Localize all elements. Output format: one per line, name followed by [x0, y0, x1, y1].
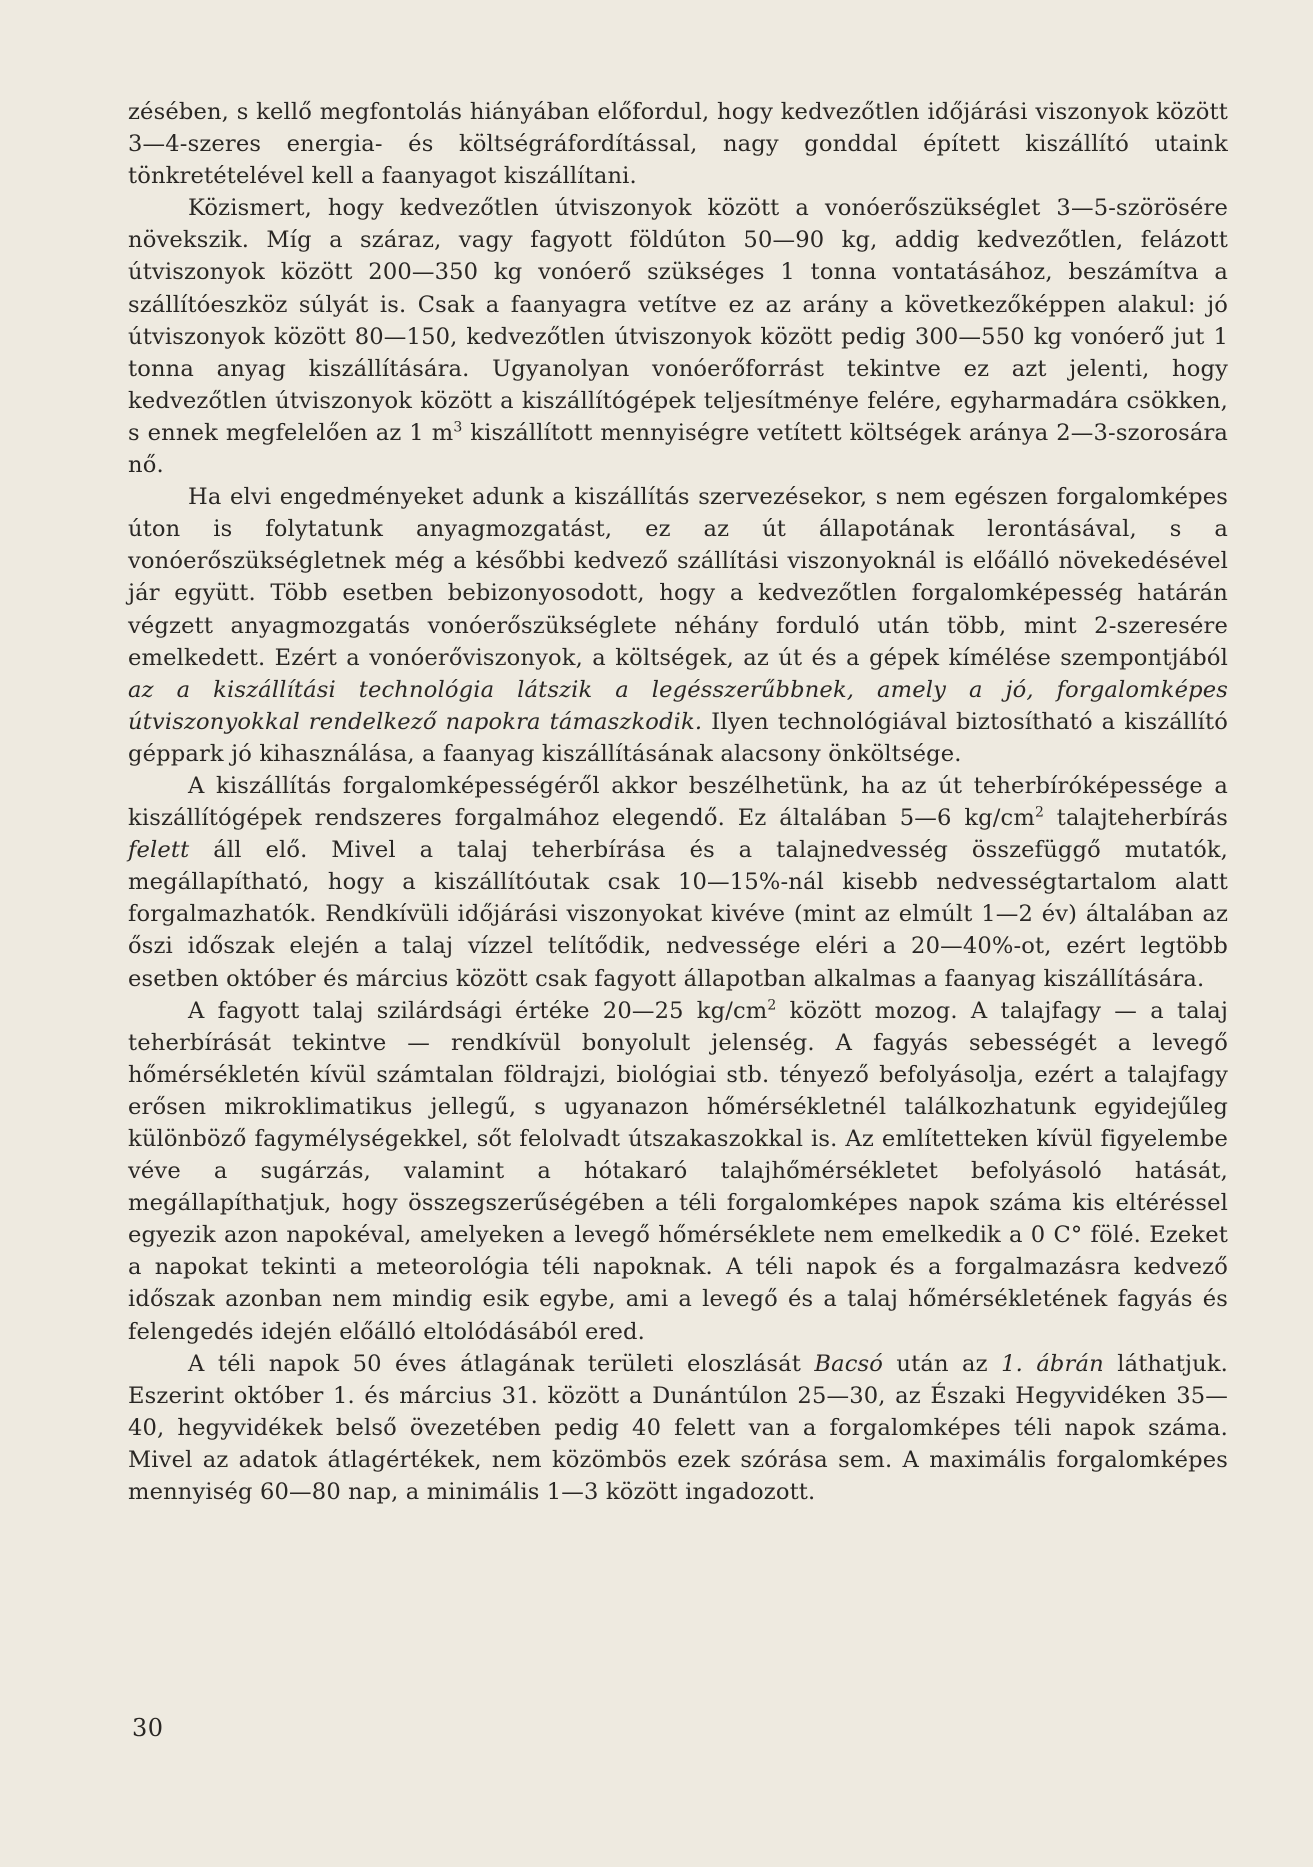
text-run: áll elő. Mivel a talaj teherbírása és a talajnedvesség összefüggő mutatók, megállapítható, hogy a kiszállítóutak csak 10—15%-nál kisebb nedvességtartalom alatt forgalmazhatók. Rendkívüli időjárási viszonyokat kivéve (mint az elmúlt 1—2 év) általában az őszi időszak elején a talaj vízzel telítődik, nedvessége eléri a 20—40%-ot, ezért legtöbb esetben október és március között csak fagyott állapotban alkalmas a faanyag kiszállítására.	[128, 837, 1228, 992]
text-run: A kiszállítás forgalomképességéről akkor beszélhetünk, ha az út teherbíróképessége a kiszállítógépek rendszeres forgalmához elegendő. Ez általában 5—6 kg/cm	[128, 772, 1228, 832]
italic-text: Bacsó	[814, 1350, 884, 1377]
page-number: 30	[132, 1714, 164, 1742]
superscript: 2	[767, 997, 777, 1014]
body-text	[128, 96, 1228, 1508]
text-run: A téli napok 50 éves átlagának területi eloszlását	[188, 1350, 815, 1377]
text-run: után az	[883, 1350, 1002, 1377]
text-run: láthatjuk. Eszerint október 1. és március 31. között a Dunántúlon 25—30, az Északi Hegyvidéken 35—40, hegyvidékek belső övezetében pedig 40 felett van a forgalomképes téli napok száma. Mivel az adatok átlagértékek, nem közömbös ezek szórása sem. A maximális forgalomképes mennyiség 60—80 nap, a minimális 1—3 között ingadozott.	[128, 1350, 1229, 1506]
text-run: zésében, s kellő megfontolás hiányában előfordul, hogy kedvezőtlen időjárási viszonyok között 3—4-szeres energia- és költségráfordítással, nagy gonddal épített kiszállító utaink tönkretételével kell a faanyagot kiszállítani.	[128, 99, 1228, 190]
italic-text: az a kiszállítási technológia látszik a legésszerűbbnek, amely a jó, forgalomképes útviszonyokkal rendelkező napokra támaszkodik.	[128, 676, 1228, 735]
paragraph	[128, 96, 1228, 192]
text-run: Ha elvi engedményeket adunk a kiszállítás szervezésekor, s nem egészen forgalomképes úton is folytatunk anyagmozgatást, ez az út állapotának lerontásával, s a vonóerőszükségletnek még a későbbi kedvező szállítási viszonyoknál is előálló növekedésével jár együtt. Több esetben bebizonyosodott, hogy a kedvezőtlen forgalomképesség határán végzett anyagmozgatás vonóerőszükséglete néhány forduló után több, mint 2-szeresére emelkedett. Ezért a vonóerőviszonyok, a költségek, az út és a gépek kímélése szempontjából	[128, 484, 1228, 671]
italic-text: felett	[128, 837, 190, 864]
text-run: kiszállított mennyiségre vetített költségek aránya 2—3-szorosára nő.	[128, 419, 1229, 479]
text-run: Közismert, hogy kedvezőtlen útviszonyok között a vonóerőszükséglet 3—5-szörösére növekszik. Míg a száraz, vagy fagyott földúton 50—90 kg, addig kedvezőtlen, felázott útviszonyok között 200—350 kg vonóerő szükséges 1 tonna vontatásához, beszámítva a szállítóeszköz súlyát is. Csak a faanyagra vetítve ez az arány a következőképpen alakul: jó útviszonyok között 80—150, kedvezőtlen útviszonyok között pedig 300—550 kg vonóerő jut 1 tonna anyag kiszállítására. Ugyanolyan vonóerőforrást tekintve ez azt jelenti, hogy kedvezőtlen útviszonyok között a kiszállítógépek teljesítménye felére, egyharmadára csökken, s ennek megfelelően az 1 m	[128, 195, 1228, 446]
italic-text: 1. ábrán	[1001, 1350, 1104, 1377]
paragraph	[128, 1348, 1228, 1508]
paragraph	[128, 770, 1228, 995]
text-run: talajteherbírás	[1044, 805, 1229, 832]
superscript: 2	[1034, 804, 1044, 821]
text-run: között mozog. A talajfagy — a talaj teherbírását tekintve — rendkívül bonyolult jelenség. A fagyás sebességét a levegő hőmérsékletén kívül számtalan földrajzi, biológiai stb. tényező befolyásolja, ezért a talajfagy erősen mikroklimatikus jellegű, s ugyanazon hőmérsékletnél találkozhatunk egyidejűleg különböző fagymélységekkel, sőt felolvadt útszakaszokkal is. Az említetteken kívül figyelembe véve a sugárzás, valamint a hótakaró talajhőmérsékletet befolyásoló hatását, megállapíthatjuk, hogy összegszerűségében a téli forgalomképes napok száma kis eltéréssel egyezik azon napokéval, amelyeken a levegő hőmérséklete nem emelkedik a 0 C° fölé. Ezeket a napokat tekinti a meteorológia téli napoknak. A téli napok és a forgalmazásra kedvező időszak azonban nem mindig esik egybe, ami a levegő és a talaj hőmérsékletének fagyás és felengedés idején előálló eltolódásából ered.	[128, 997, 1228, 1345]
superscript: 3	[453, 419, 463, 436]
paragraph	[128, 481, 1228, 770]
paragraph	[128, 995, 1228, 1348]
text-run: Ilyen technológiával biztosítható a kiszállító géppark jó kihasználása, a faanyag kiszállításának alacsony önköltsége.	[128, 708, 1228, 767]
text-run: A fagyott talaj szilárdsági értéke 20—25 kg/cm	[188, 997, 768, 1024]
paragraph	[128, 192, 1228, 481]
